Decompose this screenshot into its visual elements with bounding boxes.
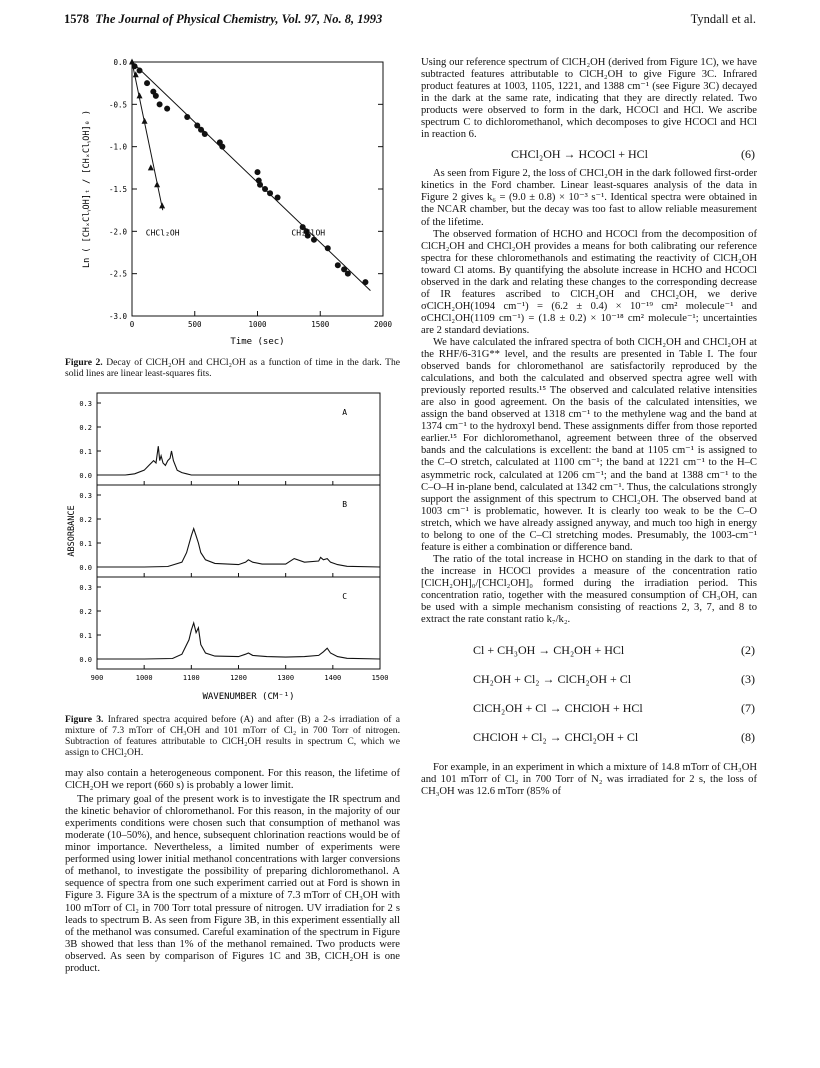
- header-authors: Tyndall et al.: [690, 12, 756, 26]
- equation-7-text: ClCH₂OH + Cl → CHClOH + HCl: [473, 701, 643, 716]
- right-paragraph-2: As seen from Figure 2, the loss of CHCl₂OH in the dark followed first-order kinetics in the Ford chamber. Linear least-squares analysis of the data in Figure 2 gives k₆ = (9.0 ± 0.8) × 10⁻³ s⁻¹. Identical spectra were obtained in the NCAR chamber, but the decay was too fast to allow reliable measurement of the lifetime.: [421, 168, 757, 228]
- figure-2-point-circle: [132, 63, 138, 69]
- figure-2-xtick-label: 500: [187, 320, 202, 329]
- figure-2-xtick-label: 1000: [248, 320, 267, 329]
- figure-2-ytick-label: -1.5: [108, 185, 127, 194]
- figure-2-ytick-label: -3.0: [108, 312, 127, 321]
- figure-3-ytick-label: 0.0: [79, 564, 92, 572]
- figure-2-ytick-label: -1.0: [108, 142, 127, 152]
- journal-title: The Journal of Physical Chemistry, Vol. 97, No. 8, 1993: [95, 12, 383, 26]
- figure-2-point-circle: [184, 114, 190, 120]
- figure-3-panel-label: C: [342, 592, 348, 601]
- equation-2-number: (2): [741, 643, 755, 658]
- right-paragraph-5: The ratio of the total increase in HCHO on standing in the dark to that of the increase in HCOCl provides a measure of the concentration ratio [ClCH₂OH]₀/[CHCl₂OH]₀ formed during the irradiation period. This concentration ratio, together with the measured consumption of CH₃OH, can be used with a simple mechanism consisting of reactions 2, 3, 7, and 8 to extract the rate constant ratio k₇/k₂.: [421, 553, 757, 626]
- figure-2-xtick-label: 1500: [311, 320, 330, 329]
- figure-2-point-triangle: [154, 181, 160, 187]
- figure-2-point-circle: [262, 186, 268, 192]
- figure-3-ytick-label: 0.0: [79, 656, 92, 664]
- figure-2-point-circle: [325, 245, 331, 251]
- figure-2-point-circle: [257, 182, 263, 188]
- page-number: 1578: [64, 12, 89, 26]
- figure-2-annotation-ch2cloh: CH₂ClOH: [291, 228, 326, 238]
- right-column: [421, 57, 757, 798]
- figure-2-ytick-label: 0.0: [113, 58, 127, 67]
- figure-3-ytick-label: 0.3: [79, 492, 92, 500]
- figure-3-ytick-label: 0.1: [79, 448, 92, 456]
- equation-2: [421, 636, 757, 665]
- equation-8: [421, 723, 757, 752]
- figure-3-caption-text: Infrared spectra acquired before (A) and after (B) a 2-s irradiation of a mixture of 7.3 mTorr of CH₃OH and 101 mTorr of Cl₂ in 700 Torr of nitrogen. Subtraction of features attributable to ClCH₂OH results in spectrum C, which we assign to CHCl₂OH.: [65, 714, 400, 758]
- figure-3-caption: [65, 714, 400, 758]
- figure-3-spectrum-line: [97, 529, 380, 567]
- figure-2-point-circle: [144, 80, 150, 86]
- figure-3-panel-frame: [97, 577, 380, 669]
- figure-3-xtick-label: 1000: [135, 674, 153, 682]
- figure-3-ytick-label: 0.2: [79, 608, 92, 616]
- figure-2-point-circle: [345, 271, 351, 277]
- figure-2-point-triangle: [159, 202, 165, 208]
- figure-3-plot: [65, 387, 400, 707]
- left-paragraph-2: The primary goal of the present work is to investigate the IR spectrum and the kinetic behavior of chloromethanol. For this reason, in the majority of our experiments conditions were chosen such that consumption of methanol was moderate (10–50%), and hence, subsequent chlorination reactions would be of minor importance. Nevertheless, a limited number of experiments were performed using lower initial methanol concentrations with larger conversions of methanol, to investigate the possibility of preparing dichloromethanol. A sequence of spectra from one such experiment carried out at Ford is shown in Figure 3. Figure 3A is the spectrum of a mixture of 7.3 mTorr of CH₃OH with 100 mTorr of Cl₂ in 700 Torr total pressure of nitrogen. UV irradiation for 2 s leads to spectrum B. As seen from Figure 3B, in this experiment essentially all of the methanol was consumed. Careful examination of the spectrum in Figure 3B showed that less than 1% of the methanol remained. Two products were observed. As seen by comparison of Figures 1C and 3B, ClCH₂OH is one product.: [65, 794, 400, 974]
- figure-2-caption-label: Figure 2.: [65, 357, 103, 368]
- figure-2-plot: [65, 40, 400, 350]
- header-left: [64, 12, 382, 27]
- equation-6-number: (6): [741, 147, 755, 162]
- figure-2-ylabel: Ln ( [CHₓClᵧOH]ₜ / [CHₓClᵧOH]₀ ): [82, 109, 92, 269]
- figure-2: [65, 40, 400, 379]
- equation-2-text: Cl + CH₃OH → CH₂OH + HCl: [473, 643, 625, 658]
- figure-3-ylabel: ABSORBANCE: [67, 505, 77, 557]
- figure-3-xtick-label: 1300: [277, 674, 295, 682]
- figure-2-ytick-label: -0.5: [108, 100, 127, 110]
- equation-3-number: (3): [741, 672, 755, 687]
- figure-2-point-circle: [335, 262, 341, 268]
- figure-3-ytick-label: 0.1: [79, 540, 92, 548]
- figure-3-caption-label: Figure 3.: [65, 714, 104, 725]
- figure-2-xtick-label: 0: [129, 320, 135, 329]
- figure-2-point-circle: [157, 101, 163, 107]
- figure-2-xlabel: Time (sec): [230, 337, 285, 347]
- figure-3-panel-frame: [97, 393, 380, 485]
- reaction-scheme: [421, 636, 757, 752]
- figure-3-spectrum-line: [97, 623, 380, 659]
- figure-3-panel-frame: [97, 485, 380, 577]
- equation-3: [421, 665, 757, 694]
- figure-2-frame: [132, 62, 383, 316]
- figure-2-point-circle: [202, 131, 208, 137]
- figure-2-point-circle: [267, 190, 273, 196]
- figure-3-xtick-label: 1100: [182, 674, 200, 682]
- left-paragraph-1: may also contain a heterogeneous component. For this reason, the lifetime of ClCH₂OH we report (660 s) is probably a lower limit.: [65, 768, 400, 792]
- figure-3-panel-label: B: [342, 500, 348, 509]
- figure-2-point-triangle: [137, 92, 143, 98]
- figure-3-ytick-label: 0.2: [79, 424, 92, 432]
- figure-2-point-circle: [164, 106, 170, 112]
- figure-2-fit-line: [132, 62, 370, 291]
- figure-3-ytick-label: 0.1: [79, 632, 92, 640]
- figure-2-caption: [65, 357, 400, 379]
- page-header: [64, 12, 756, 30]
- figure-3-ytick-label: 0.0: [79, 472, 92, 480]
- figure-3-ytick-label: 0.3: [79, 400, 92, 408]
- figure-3-xtick-label: 1400: [324, 674, 342, 682]
- figure-3-spectrum-line: [97, 446, 380, 475]
- figure-3-ytick-label: 0.2: [79, 516, 92, 524]
- figure-3-xtick-label: 900: [90, 674, 104, 682]
- figure-2-point-circle: [362, 279, 368, 285]
- figure-2-point-circle: [219, 144, 225, 150]
- figure-2-point-circle: [153, 93, 159, 99]
- left-column: [65, 40, 400, 975]
- figure-2-caption-text: Decay of ClCH₂OH and CHCl₂OH as a function of time in the dark. The solid lines are linear least-squares fits.: [65, 357, 400, 379]
- figure-2-ytick-label: -2.0: [108, 227, 127, 237]
- figure-2-point-circle: [137, 67, 143, 73]
- right-paragraph-4: We have calculated the infrared spectra of both ClCH₂OH and CHCl₂OH at the RHF/6-31G** level, and the results are presented in Table I. The four observed bands for chloromethanol are satisfactorily reproduced by the calculations, and both the calculated and observed spectra agree well with previously reported results.¹⁵ The observed and calculated relative intensities are also in good agreement. On the basis of the calculated intensities, we assign the band observed at 1318 cm⁻¹ to the methylene wag and the band at 1374 cm⁻¹ to the hydroxyl bend. These assignments differ from those reported earlier.¹⁵ For dichloromethanol, agreement between three of the observed bands and the calculations is excellent: the band at 1105 cm⁻¹ is assigned to the C–O stretch, calculated at 1100 cm⁻¹; the band at 1221 cm⁻¹ to the H–C asymmetric rock, calculated at 1206 cm⁻¹; and the band at 1388 cm⁻¹ to the C–O–H in-plane bend, calculated at 1342 cm⁻¹. Thus, the calculations strongly support the assignment of this spectrum to CHCl₂OH. The observed band at 1003 cm⁻¹ is problematic, however. It is clearly too weak to be the C–O stretch, which we have already assigned anyway, and much too high in energy to belong to one of the C–Cl stretching modes. Presumably, the 1003-cm⁻¹ feature is either a combination or difference band.: [421, 336, 757, 553]
- figure-2-point-triangle: [142, 118, 148, 124]
- figure-3-xtick-label: 1200: [230, 674, 247, 682]
- right-paragraph-6: For example, in an experiment in which a mixture of 14.8 mTorr of CH₃OH and 101 mTorr of Cl₂ in 700 Torr of N₂ was irradiated for 2 s, the loss of CH₃OH was 12.6 mTorr (85% of: [421, 762, 757, 798]
- right-paragraph-3: The observed formation of HCHO and HCOCl from the decomposition of ClCH₂OH and CHCl₂OH provides a means for both calibrating our reference spectra for these chloromethanols and estimating the reactivity of ClCH₂OH toward Cl atoms. By quantifying the absolute increase in HCHO and HCOCl observed in the dark and relating these changes to the corresponding decrease of IR features ascribed to ClCH₂OH and CHCl₂OH, we derive σClCH₂OH(1094 cm⁻¹) = (6.2 ± 0.4) × 10⁻¹⁹ cm² molecule⁻¹ and σCHCl₂OH(1109 cm⁻¹) = (1.8 ± 0.2) × 10⁻¹⁸ cm² molecule⁻¹; uncertainties are 2 standard deviations.: [421, 228, 757, 336]
- figure-3-xlabel: WAVENUMBER (CM⁻¹): [202, 692, 295, 702]
- equation-8-text: CHClOH + Cl₂ → CHCl₂OH + Cl: [473, 730, 639, 745]
- figure-2-annotation-chcl2oh: CHCl₂OH: [145, 228, 180, 238]
- equation-6-text: CHCl₂OH → HCOCl + HCl: [511, 147, 648, 162]
- figure-2-ytick-label: -2.5: [108, 269, 127, 279]
- equation-6: [421, 141, 757, 168]
- figure-2-point-circle: [255, 169, 261, 175]
- equation-8-number: (8): [741, 730, 755, 745]
- figure-3-panel-label: A: [342, 408, 348, 417]
- figure-2-point-circle: [311, 237, 317, 243]
- figure-3-xtick-label: 1500: [371, 674, 389, 682]
- figure-2-point-circle: [275, 194, 281, 200]
- figure-2-xtick-label: 2000: [373, 320, 393, 329]
- right-paragraph-1: Using our reference spectrum of ClCH₂OH (derived from Figure 1C), we have subtracted features attributable to ClCH₂OH to give Figure 3C. Infrared product features at 1003, 1105, 1221, and 1388 cm⁻¹ (see Figure 3C) decayed in the dark at the same rate, indicating that they are directly related. Two products were observed to form in the dark, HCOCl and HCl. We ascribe spectrum C to dichloromethanol, which decomposes to give HCOCl and HCl in reaction 6.: [421, 57, 757, 141]
- equation-7: [421, 694, 757, 723]
- figure-3: [65, 387, 400, 758]
- equation-3-text: CH₂OH + Cl₂ → ClCH₂OH + Cl: [473, 672, 632, 687]
- equation-7-number: (7): [741, 701, 755, 716]
- figure-3-ytick-label: 0.3: [79, 584, 92, 592]
